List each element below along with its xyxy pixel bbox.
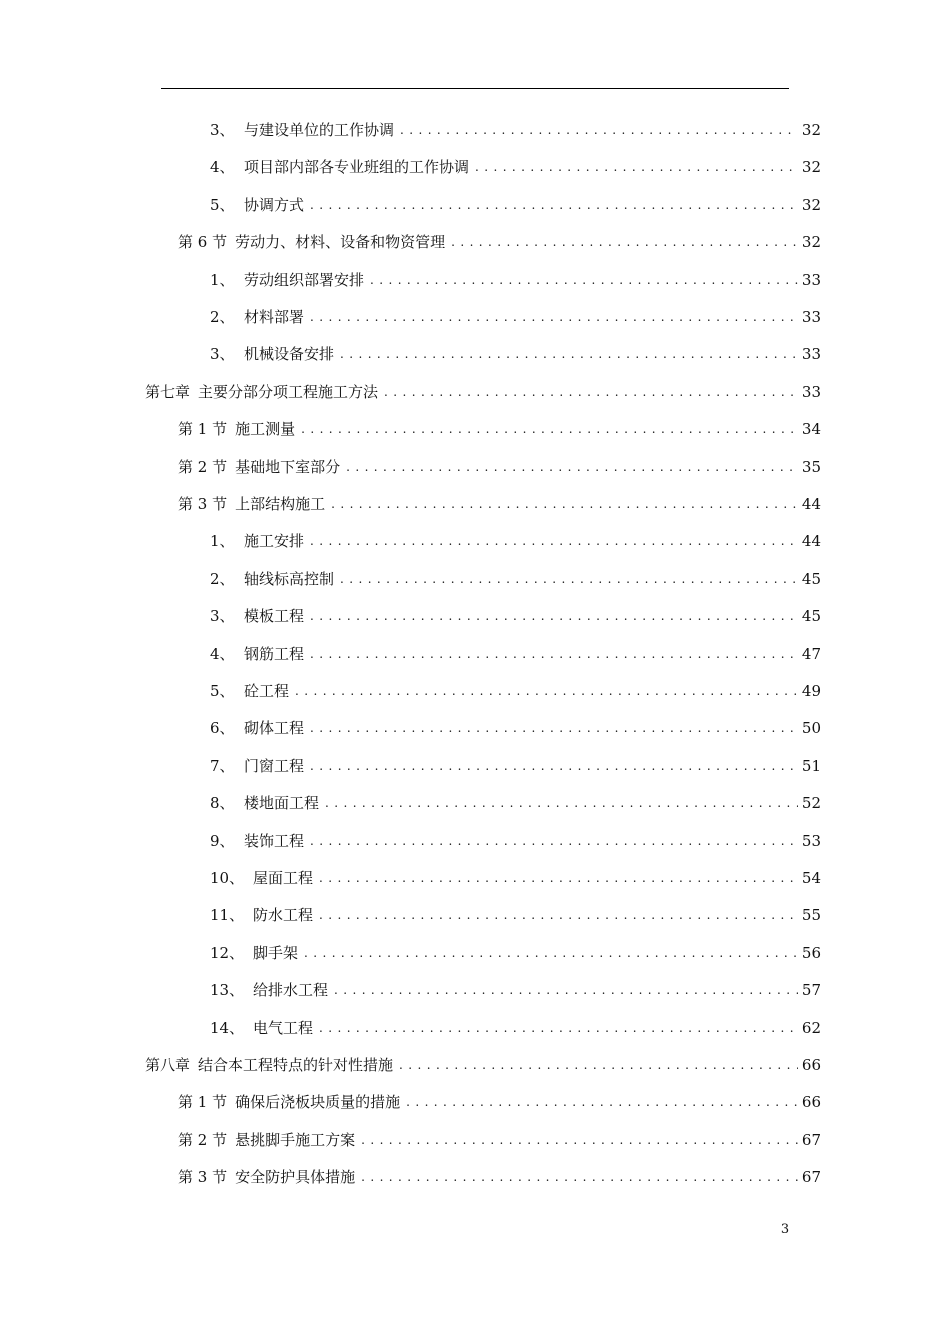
toc-entry[interactable] <box>210 860 821 897</box>
toc-entry-page: 62 <box>801 1019 821 1037</box>
toc-entry-page: 33 <box>801 345 821 363</box>
toc-entry-page: 56 <box>801 944 821 962</box>
toc-entry-title: 材料部署 <box>244 308 305 326</box>
toc-entry-title: 确保后浇板块质量的措施 <box>235 1093 401 1111</box>
toc-entry-number: 第 6 节 <box>178 233 228 251</box>
toc-entry-page: 33 <box>801 383 821 401</box>
toc-entry[interactable] <box>210 1010 821 1047</box>
toc-dot-leader <box>310 598 798 635</box>
toc-entry[interactable] <box>145 374 821 411</box>
toc-entry-title: 屋面工程 <box>253 869 314 887</box>
toc-entry-number: 7、 <box>210 757 235 775</box>
toc-entry-title: 砌体工程 <box>244 719 305 737</box>
toc-entry-number: 3、 <box>210 345 235 363</box>
toc-entry-number: 1、 <box>210 271 235 289</box>
toc-entry-page: 45 <box>801 570 821 588</box>
toc-entry-number: 第七章 <box>145 383 191 401</box>
toc-entry-page: 34 <box>801 420 821 438</box>
toc-entry-page: 45 <box>801 607 821 625</box>
toc-entry-title: 装饰工程 <box>244 832 305 850</box>
toc-entry[interactable] <box>210 785 821 822</box>
toc-entry-title: 钢筋工程 <box>244 645 305 663</box>
toc-entry-title: 砼工程 <box>244 682 290 700</box>
toc-entry-page: 47 <box>801 645 821 663</box>
toc-entry-number: 第 2 节 <box>178 1131 228 1149</box>
toc-dot-leader <box>310 823 798 860</box>
toc-entry[interactable] <box>178 224 821 261</box>
toc-entry[interactable] <box>210 523 821 560</box>
toc-entry-title: 脚手架 <box>253 944 299 962</box>
toc-entry-title: 劳动组织部署安排 <box>244 271 365 289</box>
toc-entry[interactable] <box>210 187 821 224</box>
toc-dot-leader <box>361 1122 798 1159</box>
toc-entry-number: 9、 <box>210 832 235 850</box>
toc-entry-number: 13、 <box>210 981 245 999</box>
toc-entry-number: 第 3 节 <box>178 1168 228 1186</box>
toc-entry-title: 主要分部分项工程施工方法 <box>198 383 379 401</box>
toc-dot-leader <box>310 710 798 747</box>
toc-entry[interactable] <box>178 411 821 448</box>
toc-entry-number: 3、 <box>210 121 235 139</box>
toc-entry-number: 11、 <box>210 906 245 924</box>
toc-entry-page: 55 <box>801 906 821 924</box>
toc-entry[interactable] <box>178 1122 821 1159</box>
toc-entry-title: 机械设备安排 <box>244 345 335 363</box>
toc-dot-leader <box>319 897 798 934</box>
toc-dot-leader <box>475 149 798 186</box>
toc-entry[interactable] <box>210 299 821 336</box>
header-rule <box>161 88 789 89</box>
toc-dot-leader <box>310 523 798 560</box>
toc-entry[interactable] <box>210 673 821 710</box>
toc-entry-number: 第八章 <box>145 1056 191 1074</box>
toc-entry[interactable] <box>210 262 821 299</box>
toc-entry-title: 劳动力、材料、设备和物资管理 <box>235 233 446 251</box>
toc-dot-leader <box>384 374 798 411</box>
toc-entry-page: 44 <box>801 532 821 550</box>
toc-entry[interactable] <box>210 748 821 785</box>
toc-entry-page: 32 <box>801 196 821 214</box>
toc-entry-title: 给排水工程 <box>253 981 329 999</box>
toc-entry[interactable] <box>210 636 821 673</box>
toc-entry-number: 4、 <box>210 158 235 176</box>
toc-dot-leader <box>304 935 798 972</box>
toc-entry-number: 5、 <box>210 682 235 700</box>
toc-entry-title: 防水工程 <box>253 906 314 924</box>
toc-entry[interactable] <box>210 561 821 598</box>
toc-entry-title: 安全防护具体措施 <box>235 1168 356 1186</box>
toc-entry-title: 模板工程 <box>244 607 305 625</box>
toc-entry-page: 51 <box>801 757 821 775</box>
toc-dot-leader <box>340 336 798 373</box>
toc-entry-title: 电气工程 <box>253 1019 314 1037</box>
toc-entry[interactable] <box>210 935 821 972</box>
toc-dot-leader <box>319 1010 798 1047</box>
toc-entry-number: 8、 <box>210 794 235 812</box>
toc-entry[interactable] <box>210 336 821 373</box>
toc-entry-number: 14、 <box>210 1019 245 1037</box>
toc-dot-leader <box>310 636 798 673</box>
toc-entry-page: 67 <box>801 1168 821 1186</box>
toc-entry-number: 4、 <box>210 645 235 663</box>
toc-entry-title: 楼地面工程 <box>244 794 320 812</box>
toc-dot-leader <box>340 561 798 598</box>
toc-entry-number: 2、 <box>210 570 235 588</box>
toc-dot-leader <box>310 187 798 224</box>
toc-entry[interactable] <box>210 710 821 747</box>
toc-entry[interactable] <box>210 149 821 186</box>
toc-dot-leader <box>325 785 798 822</box>
toc-entry-number: 第 1 节 <box>178 420 228 438</box>
toc-dot-leader <box>334 972 798 1009</box>
toc-dot-leader <box>331 486 798 523</box>
toc-entry-page: 53 <box>801 832 821 850</box>
toc-dot-leader <box>319 860 798 897</box>
toc-dot-leader <box>310 748 798 785</box>
toc-entry-page: 33 <box>801 308 821 326</box>
toc-entry-title: 结合本工程特点的针对性措施 <box>198 1056 394 1074</box>
toc-entry-number: 2、 <box>210 308 235 326</box>
toc-entry-number: 3、 <box>210 607 235 625</box>
toc-entry-page: 54 <box>801 869 821 887</box>
toc-entry-page: 49 <box>801 682 821 700</box>
toc-dot-leader <box>400 112 798 149</box>
toc-entry-number: 10、 <box>210 869 245 887</box>
toc-entry-page: 32 <box>801 233 821 251</box>
toc-entry-page: 33 <box>801 271 821 289</box>
toc-entry-title: 施工安排 <box>244 532 305 550</box>
toc-entry[interactable] <box>210 897 821 934</box>
toc-entry-title: 上部结构施工 <box>235 495 326 513</box>
toc-entry-page: 50 <box>801 719 821 737</box>
toc-entry[interactable] <box>178 1159 821 1196</box>
toc-entry-number: 6、 <box>210 719 235 737</box>
toc-entry-number: 第 1 节 <box>178 1093 228 1111</box>
toc-entry-number: 第 2 节 <box>178 458 228 476</box>
toc-dot-leader <box>370 262 798 299</box>
toc-entry-title: 施工测量 <box>235 420 296 438</box>
toc-entry-number: 第 3 节 <box>178 495 228 513</box>
toc-entry-title: 基础地下室部分 <box>235 458 341 476</box>
toc-dot-leader <box>346 449 798 486</box>
page-number: 3 <box>780 1222 790 1237</box>
toc-dot-leader <box>399 1047 798 1084</box>
toc-entry[interactable] <box>178 1084 821 1121</box>
toc-entry[interactable] <box>178 449 821 486</box>
toc-entry-page: 52 <box>801 794 821 812</box>
toc-entry-title: 悬挑脚手施工方案 <box>235 1131 356 1149</box>
toc-entry[interactable] <box>210 972 821 1009</box>
toc-entry-page: 35 <box>801 458 821 476</box>
toc-entry-title: 与建设单位的工作协调 <box>244 121 395 139</box>
toc-entry-page: 67 <box>801 1131 821 1149</box>
toc-entry-page: 66 <box>801 1056 821 1074</box>
toc-entry-title: 门窗工程 <box>244 757 305 775</box>
toc-entry[interactable] <box>145 1047 821 1084</box>
toc-entry-page: 32 <box>801 158 821 176</box>
toc-entry-number: 12、 <box>210 944 245 962</box>
toc-entry-title: 项目部内部各专业班组的工作协调 <box>244 158 470 176</box>
toc-dot-leader <box>361 1159 798 1196</box>
toc-entry-page: 32 <box>801 121 821 139</box>
toc-entry-number: 5、 <box>210 196 235 214</box>
toc-entry[interactable] <box>178 486 821 523</box>
toc-dot-leader <box>295 673 798 710</box>
toc-dot-leader <box>451 224 798 261</box>
toc-entry-title: 轴线标高控制 <box>244 570 335 588</box>
toc-entry-page: 66 <box>801 1093 821 1111</box>
toc-entry-number: 1、 <box>210 532 235 550</box>
toc-entry[interactable] <box>210 598 821 635</box>
toc-entry-title: 协调方式 <box>244 196 305 214</box>
toc-dot-leader <box>301 411 798 448</box>
toc-entry[interactable] <box>210 823 821 860</box>
toc-dot-leader <box>310 299 798 336</box>
toc-dot-leader <box>406 1084 798 1121</box>
toc-entry-page: 57 <box>801 981 821 999</box>
toc-entry[interactable] <box>210 112 821 149</box>
toc-entry-page: 44 <box>801 495 821 513</box>
